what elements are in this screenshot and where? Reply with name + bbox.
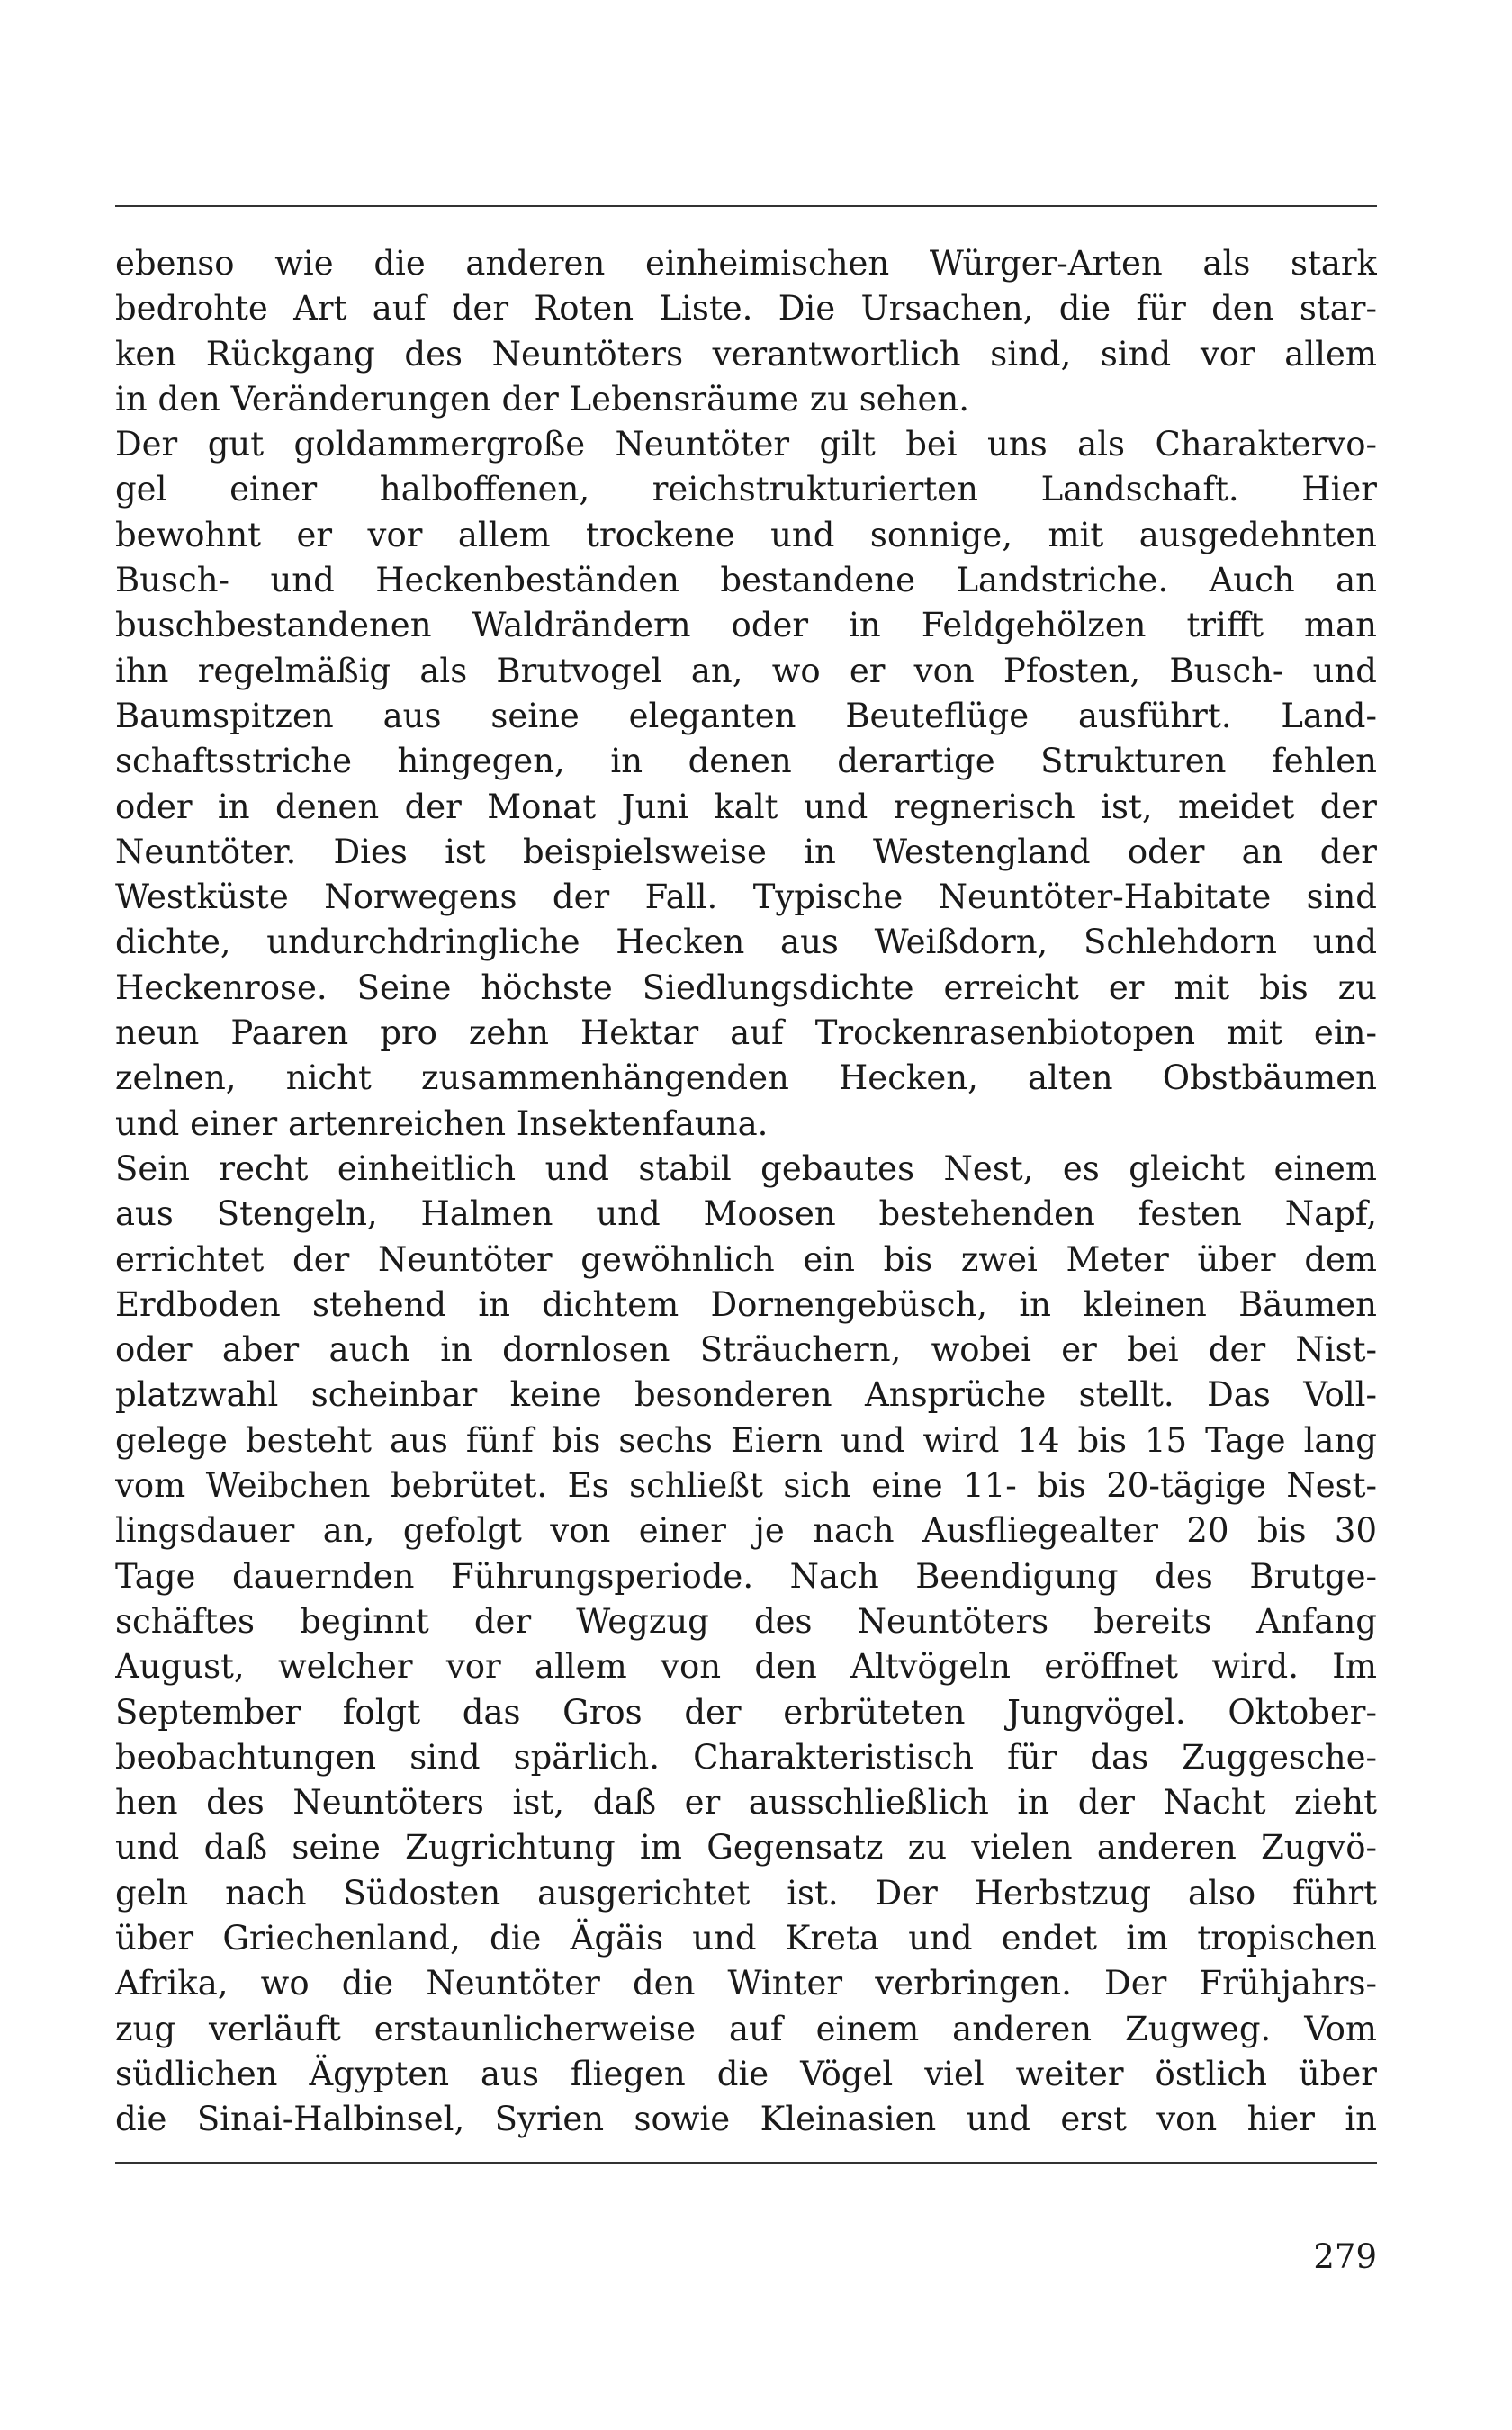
- bottom-rule: [115, 2162, 1377, 2164]
- text-line: Der gut goldammergroße Neuntöter gilt bei uns als Charaktervo-: [115, 425, 1377, 464]
- text-line: Erdboden stehend in dichtem Dornengebüsch, in kleinen Bäumen: [115, 1284, 1377, 1324]
- text-line: Tage dauernden Führungsperiode. Nach Beendigung des Brutge-: [115, 1556, 1377, 1596]
- text-line: schaftsstriche hingegen, in denen derartige Strukturen fehlen: [115, 742, 1377, 781]
- text-line: Sein recht einheitlich und stabil gebautes Nest, es gleicht einem: [115, 1148, 1377, 1188]
- text-line: platzwahl scheinbar keine besonderen Ansprüche stellt. Das Voll-: [115, 1375, 1377, 1415]
- text-line: aus Stengeln, Halmen und Moosen bestehenden festen Napf,: [115, 1194, 1377, 1234]
- text-line: Baumspitzen aus seine eleganten Beuteflüge ausführt. Land-: [115, 696, 1377, 735]
- text-line: über Griechenland, die Ägäis und Kreta und endet im tropischen: [115, 1918, 1377, 1958]
- text-line: oder aber auch in dornlosen Sträuchern, wobei er bei der Nist-: [115, 1330, 1377, 1370]
- text-line: und daß seine Zugrichtung im Gegensatz zu vielen anderen Zugvö-: [115, 1828, 1377, 1868]
- text-line: vom Weibchen bebrütet. Es schließt sich eine 11- bis 20-tägige Nest-: [115, 1466, 1377, 1506]
- text-line: gelege besteht aus fünf bis sechs Eiern und wird 14 bis 15 Tage lang: [115, 1420, 1377, 1460]
- text-line: oder in denen der Monat Juni kalt und regnerisch ist, meidet der: [115, 787, 1377, 826]
- text-line: die Sinai-Halbinsel, Syrien sowie Kleinasien und erst von hier in: [115, 2100, 1377, 2139]
- text-line: beobachtungen sind spärlich. Charakteristisch für das Zuggesche-: [115, 1737, 1377, 1777]
- text-line: errichtet der Neuntöter gewöhnlich ein bis zwei Meter über dem: [115, 1239, 1377, 1279]
- text-line: September folgt das Gros der erbrüteten Jungvögel. Oktober-: [115, 1692, 1377, 1732]
- text-line: bewohnt er vor allem trockene und sonnige, mit ausgedehnten: [115, 515, 1377, 554]
- text-line: Neuntöter. Dies ist beispielsweise in Westengland oder an der: [115, 832, 1377, 871]
- text-line: geln nach Südosten ausgerichtet ist. Der Herbstzug also führt: [115, 1873, 1377, 1912]
- text-line: ken Rückgang des Neuntöters verantwortlich sind, sind vor allem: [115, 334, 1377, 374]
- text-line: schäftes beginnt der Wegzug des Neuntöters bereits Anfang: [115, 1601, 1377, 1641]
- text-line: Busch- und Heckenbeständen bestandene Landstriche. Auch an: [115, 561, 1377, 600]
- text-line: zelnen, nicht zusammenhängenden Hecken, alten Obstbäumen: [115, 1058, 1377, 1098]
- page-number: 279: [1313, 2237, 1377, 2276]
- text-line: und einer artenreichen Insektenfauna.: [115, 1103, 769, 1143]
- text-line: ebenso wie die anderen einheimischen Würger-Arten als stark: [115, 244, 1377, 283]
- text-line: August, welcher vor allem von den Altvögeln eröffnet wird. Im: [115, 1647, 1377, 1687]
- text-line: Heckenrose. Seine höchste Siedlungsdichte erreicht er mit bis zu: [115, 968, 1377, 1007]
- body-text: [115, 241, 1377, 2142]
- text-line: dichte, undurchdringliche Hecken aus Weißdorn, Schlehdorn und: [115, 922, 1377, 962]
- text-line: gel einer halboffenen, reichstrukturierten Landschaft. Hier: [115, 470, 1377, 509]
- text-line: neun Paaren pro zehn Hektar auf Trockenrasenbiotopen mit ein-: [115, 1013, 1377, 1053]
- text-line: lingsdauer an, gefolgt von einer je nach Ausfliegealter 20 bis 30: [115, 1511, 1377, 1551]
- text-line: Afrika, wo die Neuntöter den Winter verbringen. Der Frühjahrs-: [115, 1964, 1377, 2003]
- top-rule: [115, 205, 1377, 207]
- text-line: Westküste Norwegens der Fall. Typische Neuntöter-Habitate sind: [115, 878, 1377, 917]
- text-line: südlichen Ägypten aus fliegen die Vögel viel weiter östlich über: [115, 2054, 1377, 2093]
- text-line: ihn regelmäßig als Brutvogel an, wo er von Pfosten, Busch- und: [115, 651, 1377, 690]
- text-line: hen des Neuntöters ist, daß er ausschließlich in der Nacht zieht: [115, 1783, 1377, 1822]
- text-line: in den Veränderungen der Lebensräume zu sehen.: [115, 379, 969, 418]
- text-line: bedrohte Art auf der Roten Liste. Die Ursachen, die für den star-: [115, 289, 1377, 328]
- text-line: buschbestandenen Waldrändern oder in Feldgehölzen trifft man: [115, 606, 1377, 645]
- text-line: zug verläuft erstaunlicherweise auf einem anderen Zugweg. Vom: [115, 2009, 1377, 2048]
